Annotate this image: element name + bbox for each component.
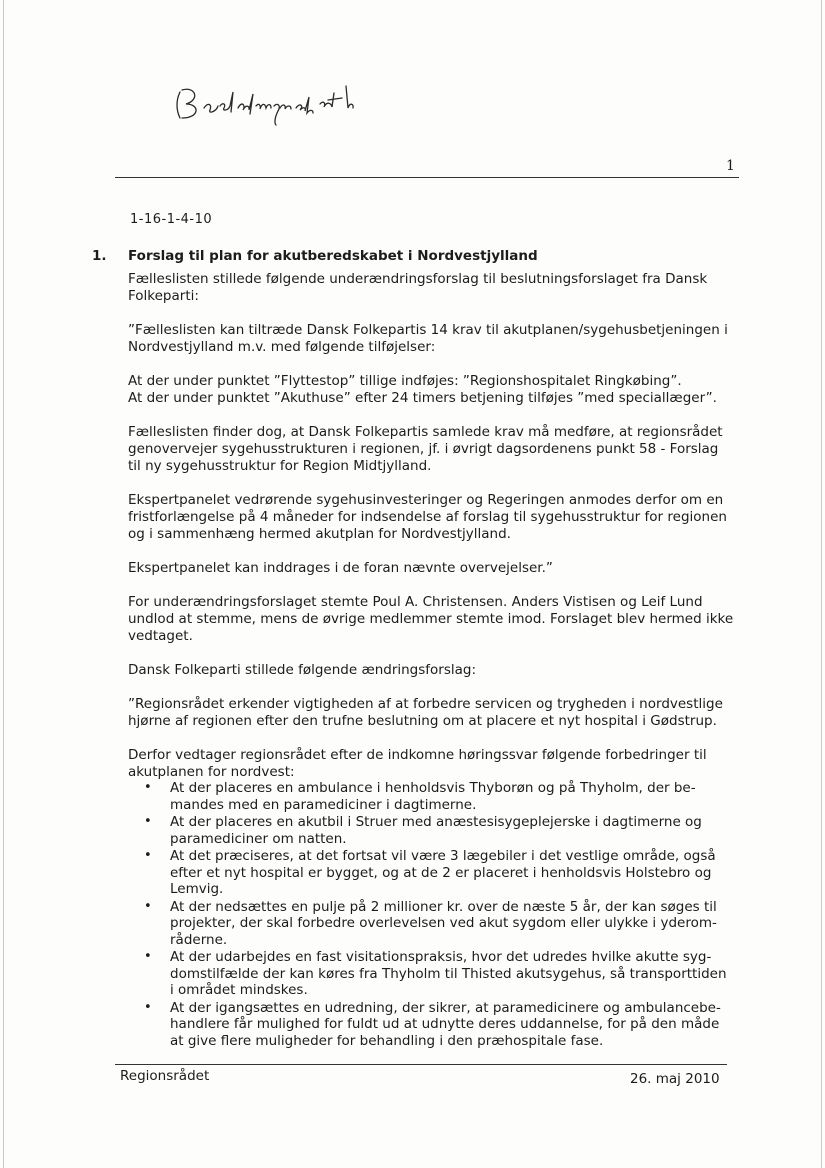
paragraph: At der under punktet ”Flyttestop” tillige indføjes: ”Regionshospitalet Ringkøbing”. At der under punktet ”Akuthuse” efter 24 timers betjening tilføjes ”med speciallæger”. <box>128 373 717 406</box>
bullet-icon: • <box>144 999 152 1015</box>
list-item <box>140 780 740 813</box>
page-number: 1 <box>726 158 735 174</box>
paragraph: Derfor vedtager regionsrådet efter de indkomne høringssvar følgende forbedringer til akutplanen for nordvest: <box>128 747 707 780</box>
bullet-icon: • <box>144 898 152 914</box>
paragraph: For underændringsforslaget stemte Poul A. Christensen. Anders Vistisen og Leif Lund undlod at stemme, mens de øvrige medlemmer stemte imod. Forslaget blev hermed ikke vedtaget. <box>128 594 734 644</box>
scan-edge-left <box>3 0 4 1168</box>
list-item-text: At der nedsættes en pulje på 2 millioner kr. over de næste 5 år, der kan søges til projekter, der skal forbedre overlevelsen ved akut sygdom eller ulykke i yderom- råderne. <box>170 898 717 948</box>
paragraph: Dansk Folkeparti stillede følgende ændringsforslag: <box>128 662 477 678</box>
paragraph: Fælleslisten stillede følgende underændringsforslag til beslutningsforslaget fra Dansk Folkeparti: <box>128 271 708 304</box>
footer-rule <box>115 1064 727 1065</box>
agenda-item-title: Forslag til plan for akutberedskabet i Nordvestjylland <box>128 248 538 264</box>
header-rule <box>115 177 739 178</box>
footer-organization: Regionsrådet <box>120 1068 210 1084</box>
bullet-icon: • <box>144 949 152 964</box>
list-item-text: At der placeres en akutbil i Struer med anæstesisygeplejerske i dagtimerne og paramediciner om natten. <box>170 814 702 847</box>
list-item <box>140 949 740 999</box>
list-item <box>140 899 740 949</box>
scan-edge-right <box>821 0 822 1168</box>
bullet-icon: • <box>144 848 152 863</box>
footer-date: 26. maj 2010 <box>630 1071 720 1087</box>
case-reference: 1-16-1-4-10 <box>130 212 213 227</box>
minutes-body <box>128 271 738 798</box>
bullet-icon: • <box>144 780 152 795</box>
agenda-item-number: 1. <box>92 248 107 264</box>
paragraph: Ekspertpanelet vedrørende sygehusinvesteringer og Regeringen anmodes derfor om en fristforlængelse på 4 måneder for indsendelse af forslag til sygehusstruktur for regionen og i sammenhæng hermed akutplan for Nordvestjylland. <box>128 492 727 542</box>
paragraph: ”Regionsrådet erkender vigtigheden af at forbedre servicen og trygheden i nordvestlige hjørne af regionen efter den trufne beslutning om at placere et nyt hospital i Gødstrup. <box>128 696 723 729</box>
list-item-text: At der udarbejdes en fast visitationspraksis, hvor det udredes hvilke akutte syg- domstilfælde der kan køres fra Thyholm til Thisted akutsygehus, så transporttiden i området mindskes. <box>170 949 727 998</box>
handwritten-note <box>170 70 390 130</box>
paragraph: Ekspertpanelet kan inddrages i de foran nævnte overvejelser.” <box>128 560 553 576</box>
list-item-text: At der igangsættes en udredning, der sikrer, at paramedicinere og ambulancebe- handlere får mulighed for fuldt ud at udnytte deres uddannelse, for på den måde at give flere muligheder for behandling i den præhospitale fase. <box>170 999 721 1049</box>
paragraph: Fælleslisten finder dog, at Dansk Folkepartis samlede krav må medføre, at regionsrådet genovervejer sygehusstrukturen i regionen, jf. i øvrigt dagsordenens punkt 58 - Forslag til ny sygehusstruktur for Region Midtjylland. <box>128 424 723 474</box>
bullet-list <box>140 780 740 1050</box>
bullet-icon: • <box>144 814 152 829</box>
list-item-text: At det præciseres, at det fortsat vil være 3 lægebiler i det vestlige område, også efter et nyt hospital er bygget, og at de 2 er placeret i henholdsvis Holstebro og Lemvig. <box>170 848 716 897</box>
list-item <box>140 848 740 898</box>
list-item <box>140 1000 740 1050</box>
list-item-text: At der placeres en ambulance i henholdsvis Thyborøn og på Thyholm, der be- mandes med en paramediciner i dagtimerne. <box>170 780 696 813</box>
paragraph: ”Fælleslisten kan tiltræde Dansk Folkepartis 14 krav til akutplanen/sygehusbetjeningen i Nordvestjylland m.v. med følgende tilføjelser: <box>128 322 728 355</box>
list-item <box>140 814 740 847</box>
